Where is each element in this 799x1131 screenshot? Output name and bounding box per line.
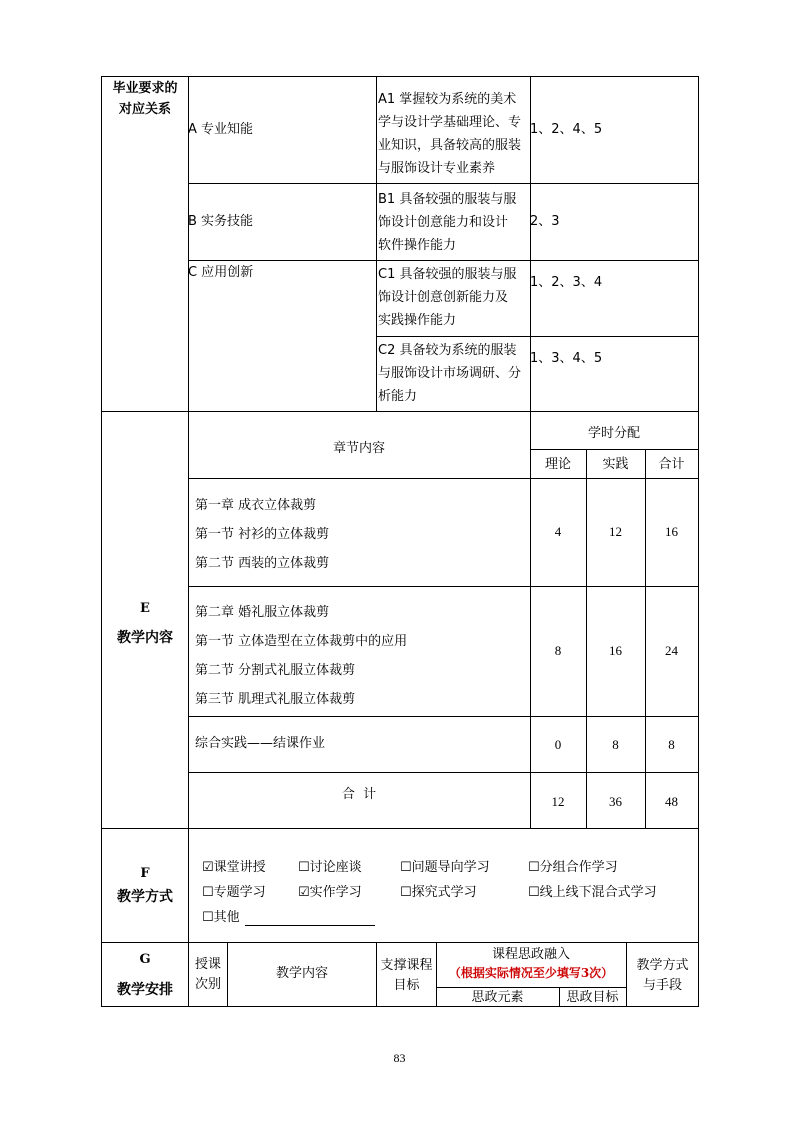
e-row-1-practice: 12 [609, 524, 622, 539]
e-row-3-content: 综合实践——结课作业 [195, 736, 326, 751]
e-row-line-3 [188, 716, 698, 717]
g-letter: G [139, 952, 151, 967]
e-row-2-content [195, 598, 407, 714]
e-sum-theory: 12 [551, 794, 565, 809]
checked-box-icon[interactable]: ☑ [298, 885, 310, 900]
grad-detail-c1 [378, 263, 516, 332]
e-row-3-practice: 8 [612, 737, 619, 752]
detail-line: 与服饰设计专业素养 [378, 161, 496, 176]
method-classroom-lecture[interactable] [202, 861, 266, 874]
g-header-content: 教学内容 [275, 966, 328, 981]
checkbox-icon[interactable]: ☐ [298, 860, 310, 875]
detail-line: C1 具备较强的服装与服 [378, 267, 517, 282]
method-topic-study[interactable] [202, 886, 266, 899]
section-sep-f [101, 828, 699, 829]
e-header-hours: 学时分配 [587, 426, 640, 441]
g-header-goal [376, 956, 437, 996]
e-row-1-theory: 4 [554, 524, 562, 539]
detail-line: 实践操作能力 [378, 313, 457, 328]
e-letter: E [140, 601, 150, 616]
method-label: 专题学习 [213, 885, 266, 900]
g-header-method [626, 956, 699, 996]
grad-courses-c2: 1、3、4、5 [530, 351, 603, 366]
page-number: 83 [393, 1051, 406, 1065]
e-col-divider-1 [530, 411, 531, 829]
grad-req-c: C 应用创新 [188, 265, 254, 280]
e-row-2-theory: 8 [554, 643, 562, 658]
table-border-right [698, 76, 699, 1007]
detail-line: 饰设计创意创新能力及 [378, 290, 509, 305]
e-header-split [530, 449, 698, 450]
grad-col-divider-1 [376, 76, 377, 412]
table-border-top [101, 76, 699, 77]
f-letter: F [140, 866, 150, 881]
header-line: 次别 [194, 977, 221, 992]
other-fill-line[interactable] [245, 925, 375, 926]
grad-courses-a: 1、2、4、5 [530, 122, 603, 137]
detail-line: 析能力 [378, 389, 418, 404]
e-row-2-practice: 16 [609, 643, 622, 658]
method-group-cooperation[interactable] [528, 861, 618, 874]
grad-courses-b: 2、3 [530, 214, 560, 229]
detail-line: 与服饰设计市场调研、分 [378, 366, 522, 381]
g-header-ideo: 课程思政融入 [491, 947, 570, 962]
e-header-total: 合计 [658, 457, 685, 472]
grad-courses-c1: 1、2、3、4 [530, 275, 603, 290]
checked-box-icon[interactable]: ☑ [202, 860, 214, 875]
e-header-practice: 实践 [602, 457, 629, 472]
method-label: 线上线下混合式学习 [539, 885, 657, 900]
table-border-bottom [101, 1006, 699, 1007]
chapter-line: 第二节 分割式礼服立体裁剪 [195, 663, 356, 678]
checkbox-icon[interactable]: ☐ [400, 860, 412, 875]
method-label: 问题导向学习 [411, 860, 490, 875]
chapter-line: 第二节 西装的立体裁剪 [195, 556, 330, 571]
method-label: 课堂讲授 [213, 860, 266, 875]
method-label: 其他 [213, 910, 240, 925]
grad-label-line-1: 毕业要求的 [112, 81, 178, 96]
checkbox-icon[interactable]: ☐ [202, 910, 214, 925]
detail-line: 软件操作能力 [378, 238, 457, 253]
g-label: 教学安排 [117, 982, 173, 998]
grad-row-line-1 [188, 183, 698, 184]
e-sum-label: 合 计 [341, 787, 377, 802]
g-header-ideo-goal: 思政目标 [566, 990, 619, 1005]
method-practical-study[interactable] [298, 886, 362, 899]
detail-line: B1 具备较强的服装与服 [378, 192, 517, 207]
header-line: 支撑课程 [380, 958, 433, 973]
method-discussion[interactable] [298, 861, 362, 874]
method-label: 探究式学习 [411, 885, 477, 900]
g-header-session [188, 955, 228, 995]
e-sum-practice: 36 [609, 794, 622, 809]
e-header-chapter: 章节内容 [332, 441, 385, 456]
method-label: 讨论座谈 [309, 860, 362, 875]
checkbox-icon[interactable]: ☐ [400, 885, 412, 900]
header-line: 教学方式 [636, 958, 689, 973]
method-label: 实作学习 [309, 885, 362, 900]
grad-label-line-2: 对应关系 [118, 102, 171, 117]
g-ideo-split [436, 987, 626, 988]
method-inquiry[interactable] [400, 886, 477, 899]
f-label: 教学方式 [117, 889, 173, 905]
e-row-1-content [195, 491, 329, 578]
checkbox-icon[interactable]: ☐ [528, 860, 540, 875]
g-header-element: 思政元素 [471, 990, 524, 1005]
method-label: 分组合作学习 [539, 860, 618, 875]
checkbox-icon[interactable]: ☐ [528, 885, 540, 900]
grad-detail-a [378, 88, 521, 180]
grad-req-a: A 专业知能 [188, 122, 254, 137]
e-row-3-total: 8 [668, 737, 675, 752]
header-line: 授课 [194, 957, 221, 972]
grad-detail-b [378, 188, 516, 257]
detail-line: 学与设计学基础理论、专 [378, 115, 522, 130]
e-label: 教学内容 [117, 630, 173, 646]
e-row-line-4 [188, 772, 698, 773]
e-sum-total: 48 [665, 794, 678, 809]
e-row-1-total: 16 [665, 524, 678, 539]
e-header-theory: 理论 [544, 457, 571, 472]
grad-row-line-3 [376, 336, 698, 337]
detail-line: A1 掌握较为系统的美术 [378, 92, 517, 107]
chapter-line: 第一章 成衣立体裁剪 [195, 498, 317, 513]
grad-detail-c2 [378, 339, 521, 408]
grad-req-b: B 实务技能 [188, 214, 254, 229]
detail-line: 业知识，具备较高的服装 [378, 138, 522, 153]
chapter-line: 第三节 肌理式礼服立体裁剪 [195, 692, 356, 707]
method-other[interactable] [202, 911, 240, 924]
method-problem-based[interactable] [400, 861, 490, 874]
e-row-line-2 [188, 586, 698, 587]
e-row-2-total: 24 [665, 643, 678, 658]
detail-line: C2 具备较为系统的服装 [378, 343, 517, 358]
method-blended[interactable] [528, 886, 657, 899]
chapter-line: 第二章 婚礼服立体裁剪 [195, 605, 330, 620]
section-sep-e [101, 411, 699, 412]
header-line: 与手段 [642, 978, 682, 993]
g-header-ideo-note: （根据实际情况至少填写3次） [448, 966, 614, 980]
section-sep-g [101, 942, 699, 943]
e-row-line-1 [188, 478, 698, 479]
chapter-line: 第一节 衬衫的立体裁剪 [195, 527, 330, 542]
detail-line: 饰设计创意能力和设计 [378, 215, 509, 230]
e-row-3-theory: 0 [554, 737, 562, 752]
chapter-line: 第一节 立体造型在立体裁剪中的应用 [195, 634, 408, 649]
header-line: 目标 [393, 978, 420, 993]
checkbox-icon[interactable]: ☐ [202, 885, 214, 900]
grad-row-line-2 [188, 260, 698, 261]
